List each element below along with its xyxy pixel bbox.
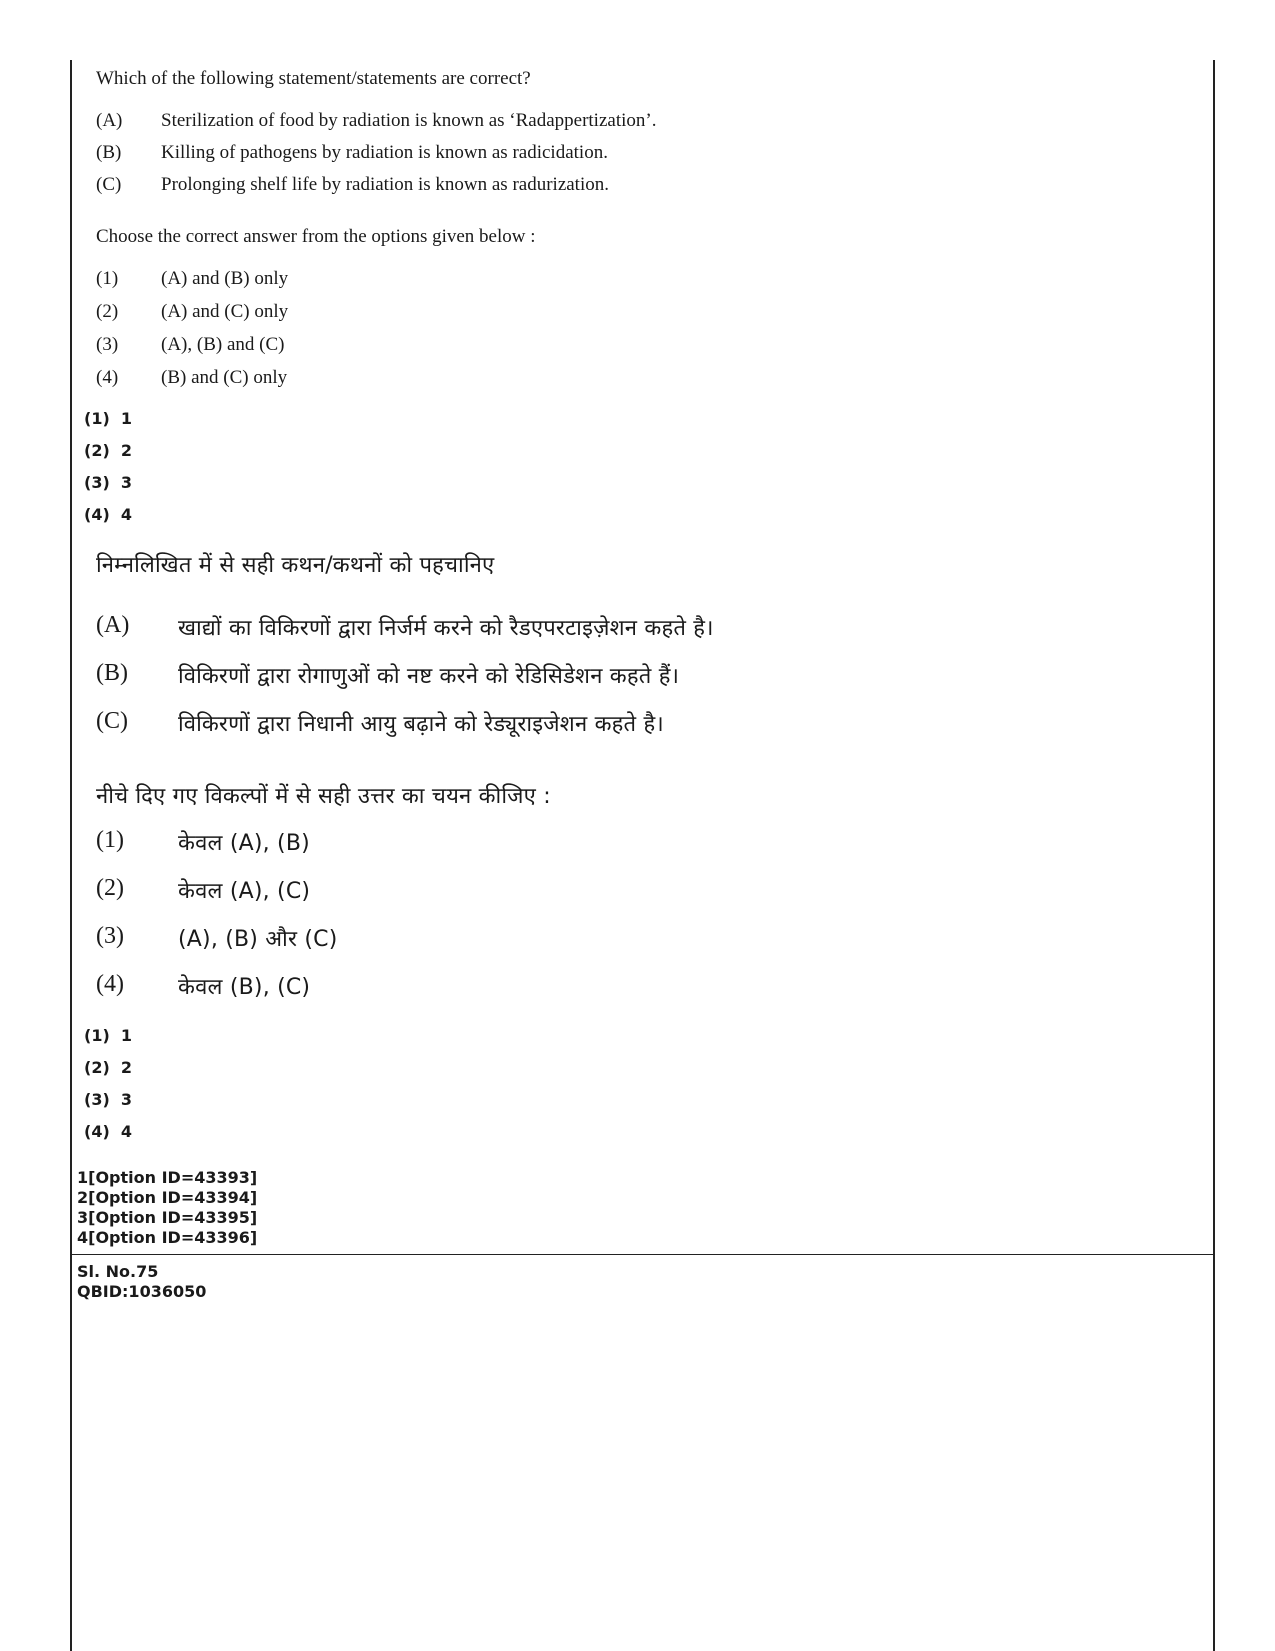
- option-text-en: (A) and (C) only: [161, 301, 289, 322]
- response-option[interactable]: (3) 3: [84, 473, 133, 492]
- section-divider: [70, 1254, 1215, 1255]
- option-id: 4[Option ID=43396]: [77, 1228, 258, 1247]
- option-id: 3[Option ID=43395]: [77, 1208, 258, 1227]
- option-text-en: (A), (B) and (C): [161, 334, 285, 355]
- option-text-hi: केवल (A), (B): [178, 831, 310, 856]
- statement-mark-en: (A): [96, 110, 123, 131]
- statement-text-hi: खाद्यों का विकिरणों द्वारा निर्जर्म करने को रैडएपरटाइज़ेशन कहते है।: [178, 616, 714, 641]
- statement-mark-en: (B): [96, 142, 122, 163]
- serial-number: Sl. No.75: [77, 1262, 159, 1281]
- statement-mark-en: (C): [96, 174, 122, 195]
- response-option[interactable]: (4) 4: [84, 505, 133, 524]
- left-border-line: [70, 60, 72, 1651]
- response-option[interactable]: (3) 3: [84, 1090, 133, 1109]
- response-option[interactable]: (2) 2: [84, 441, 133, 460]
- option-text-en: (A) and (B) only: [161, 268, 289, 289]
- option-mark-en: (2): [96, 301, 119, 322]
- option-mark-en: (1): [96, 268, 119, 289]
- option-mark-hi: (4): [96, 971, 124, 997]
- question-bank-id: QBID:1036050: [77, 1282, 207, 1301]
- statement-text-en: Sterilization of food by radiation is known as ‘Radappertization’.: [161, 110, 657, 131]
- option-mark-hi: (1): [96, 827, 124, 853]
- next-question-header: [77, 1262, 206, 1302]
- answer-prompt-hi: नीचे दिए गए विकल्पों में से सही उत्तर का चयन कीजिए :: [96, 784, 551, 809]
- question-stem-hi: निम्नलिखित में से सही कथन/कथनों को पहचानिए: [96, 553, 495, 578]
- response-option[interactable]: (1) 1: [84, 1026, 133, 1045]
- response-option[interactable]: (1) 1: [84, 409, 133, 428]
- option-text-hi: (A), (B) और (C): [178, 927, 338, 952]
- statement-text-en: Prolonging shelf life by radiation is known as radurization.: [161, 174, 609, 195]
- option-mark-en: (3): [96, 334, 119, 355]
- option-mark-en: (4): [96, 367, 119, 388]
- right-border-line: [1213, 60, 1215, 1651]
- option-id: 1[Option ID=43393]: [77, 1168, 258, 1187]
- option-mark-hi: (3): [96, 923, 124, 949]
- statement-text-en: Killing of pathogens by radiation is known as radicidation.: [161, 142, 608, 163]
- response-option[interactable]: (2) 2: [84, 1058, 133, 1077]
- statement-text-hi: विकिरणों द्वारा रोगाणुओं को नष्ट करने को रेडिसिडेशन कहते हैं।: [178, 664, 680, 689]
- statement-text-hi: विकिरणों द्वारा निधानी आयु बढ़ाने को रेड्यूराइजेशन कहते है।: [178, 712, 664, 737]
- option-id: 2[Option ID=43394]: [77, 1188, 258, 1207]
- statement-mark-hi: (B): [96, 660, 128, 686]
- response-option[interactable]: (4) 4: [84, 1122, 133, 1141]
- question-stem-en: Which of the following statement/statements are correct?: [96, 68, 531, 89]
- option-id-list: [77, 1168, 257, 1248]
- option-text-en: (B) and (C) only: [161, 367, 288, 388]
- option-text-hi: केवल (B), (C): [178, 975, 311, 1000]
- option-mark-hi: (2): [96, 875, 124, 901]
- option-text-hi: केवल (A), (C): [178, 879, 311, 904]
- answer-prompt-en: Choose the correct answer from the options given below :: [96, 226, 536, 247]
- statement-mark-hi: (C): [96, 708, 128, 734]
- statement-mark-hi: (A): [96, 612, 130, 638]
